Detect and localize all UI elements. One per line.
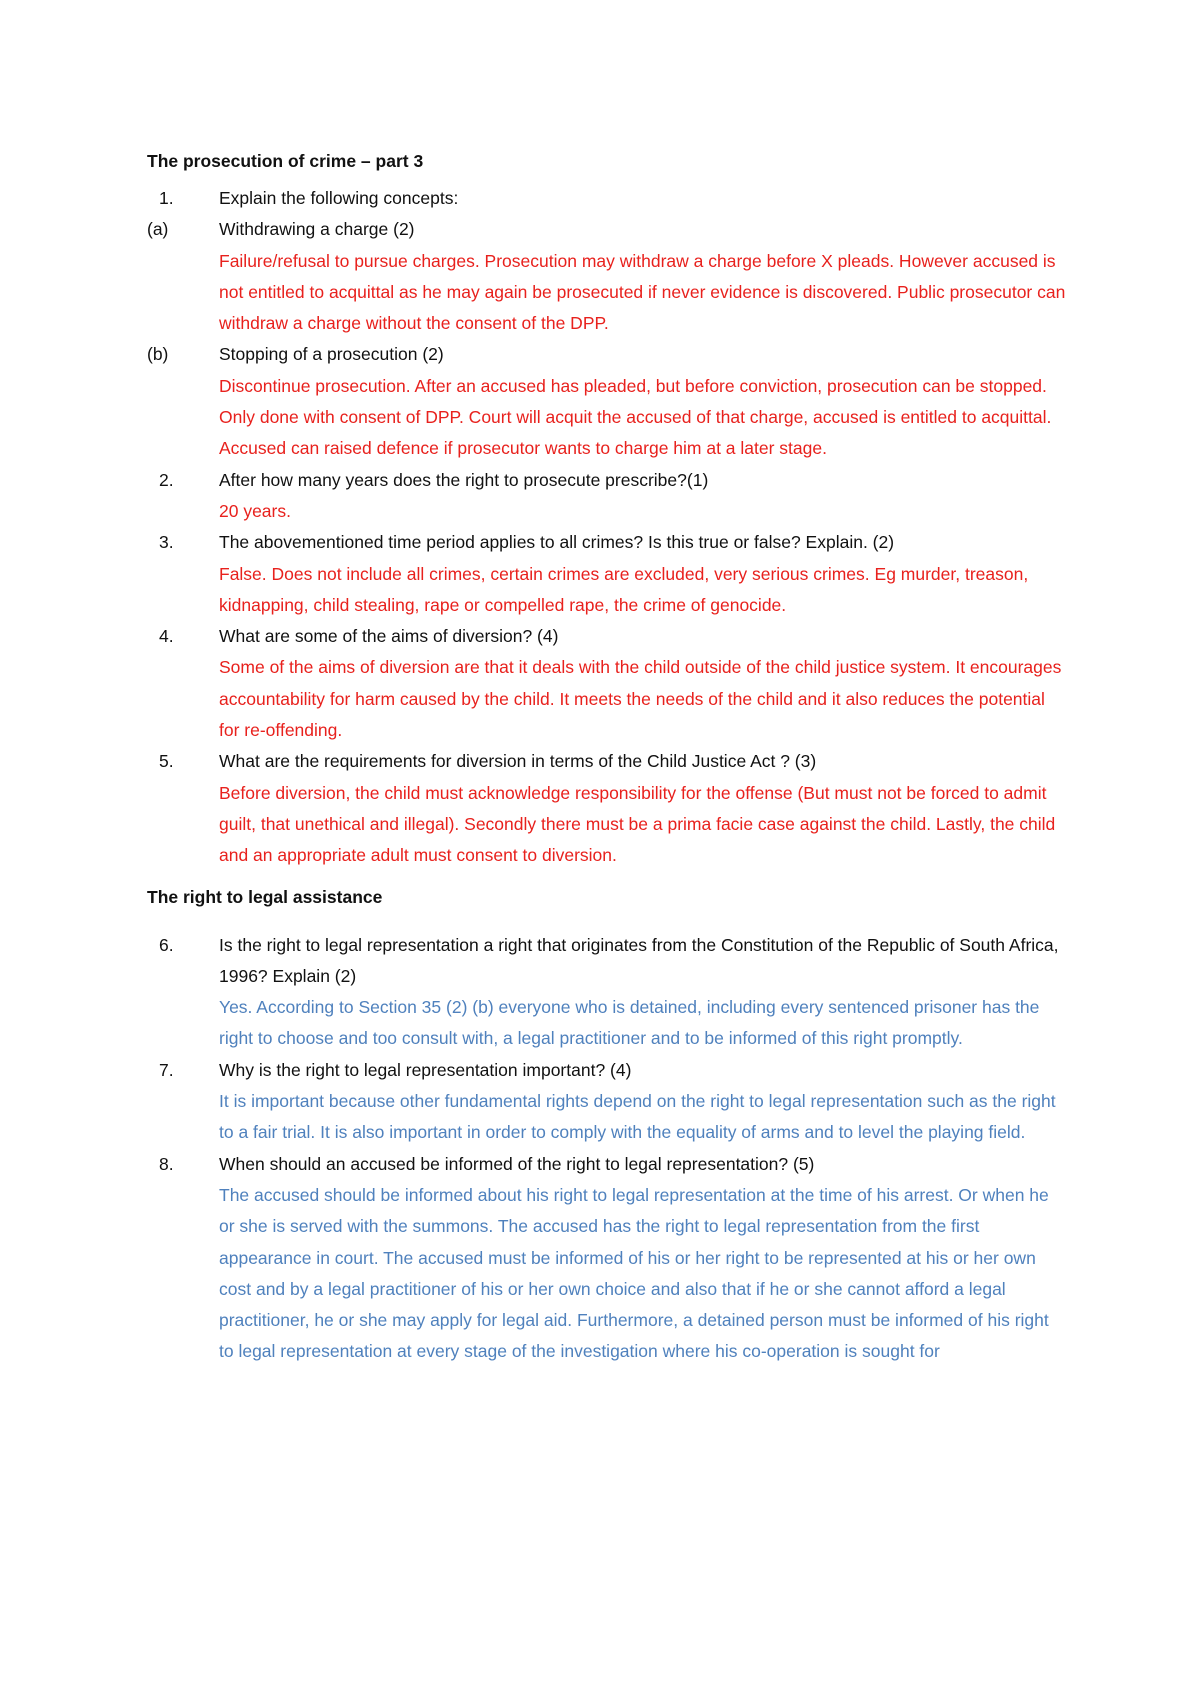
question-text: What are the requirements for diversion in terms of the Child Justice Act ? (3) bbox=[219, 751, 817, 772]
question-text: Stopping of a prosecution (2) bbox=[219, 344, 444, 365]
question-5 bbox=[147, 746, 1067, 871]
question-number: 7. bbox=[159, 1059, 174, 1080]
question-text: What are some of the aims of diversion? (4) bbox=[219, 626, 559, 647]
question-number: 2. bbox=[159, 469, 174, 490]
question-number: 6. bbox=[159, 934, 174, 955]
answer-text: False. Does not include all crimes, certain crimes are excluded, very serious crimes. Eg murder, treason, kidnapping, child stealing, rape or compelled rape, the crime of genocide. bbox=[219, 563, 1029, 615]
question-8 bbox=[147, 1149, 1067, 1368]
answer-text: The accused should be informed about his right to legal representation at the time of his arrest. Or when he or she is served with the summons. The accused has the right to legal representation from the first appearance in court. The accused must be informed of his or her right to be represented at his or her own cost and by a legal practitioner of his or her own choice and also that if he or she cannot afford a legal practitioner, he or she may apply for legal aid. Furthermore, a detained person must be informed of his right to legal representation at every stage of the investigation where his co-operation is sought for bbox=[219, 1184, 1049, 1362]
answer-text: 20 years. bbox=[219, 500, 291, 521]
question-number: 8. bbox=[159, 1153, 174, 1174]
question-3 bbox=[147, 527, 1067, 621]
question-1a bbox=[147, 214, 1067, 339]
answer-text: It is important because other fundamental rights depend on the right to legal representation such as the right to a fair trial. It is also important in order to comply with the equality of arms and to level the playing field. bbox=[219, 1091, 1056, 1143]
section-title-prosecution: The prosecution of crime – part 3 bbox=[147, 151, 424, 171]
question-number: 5. bbox=[159, 751, 174, 772]
question-2 bbox=[147, 465, 1067, 528]
question-1 bbox=[147, 183, 1067, 214]
question-6 bbox=[147, 930, 1067, 1055]
section-title-legal-assistance: The right to legal assistance bbox=[147, 886, 383, 907]
question-text: Why is the right to legal representation important? (4) bbox=[219, 1059, 632, 1080]
question-4 bbox=[147, 621, 1067, 746]
question-text: Is the right to legal representation a right that originates from the Constitution of the Republic of South Africa, 1996? Explain (2) bbox=[219, 934, 1059, 986]
answer-text: Some of the aims of diversion are that it deals with the child outside of the child justice system. It encourages accountability for harm caused by the child. It meets the needs of the child and it also reduces the potential for re-offending. bbox=[219, 657, 1062, 741]
question-text: Withdrawing a charge (2) bbox=[219, 219, 415, 240]
question-text: The abovementioned time period applies to all crimes? Is this true or false? Explain. (2) bbox=[219, 532, 895, 553]
question-7 bbox=[147, 1055, 1067, 1149]
answer-text: Failure/refusal to pursue charges. Prosecution may withdraw a charge before X pleads. However accused is not entitled to acquittal as he may again be prosecuted if never evidence is discovered. Public prosecutor can withdraw a charge without the consent of the DPP. bbox=[219, 250, 1066, 334]
document-body bbox=[147, 146, 1067, 1368]
answer-text: Before diversion, the child must acknowledge responsibility for the offense (But must not be forced to admit guilt, that unethical and illegal). Secondly there must be a prima facie case against the child. Lastly, the child and an appropriate adult must consent to diversion. bbox=[219, 782, 1056, 866]
question-1b bbox=[147, 339, 1067, 464]
question-number: 3. bbox=[159, 532, 174, 553]
question-number: 1. bbox=[159, 188, 174, 208]
answer-text: Discontinue prosecution. After an accused has pleaded, but before conviction, prosecution can be stopped. Only done with consent of DPP. Court will acquit the accused of that charge, accused is entitled to acquittal. Accused can raised defence if prosecutor wants to charge him at a later stage. bbox=[219, 375, 1052, 459]
sub-question-label: (b) bbox=[147, 344, 169, 365]
question-text: When should an accused be informed of the right to legal representation? (5) bbox=[219, 1153, 815, 1174]
answer-text: Yes. According to Section 35 (2) (b) everyone who is detained, including every sentenced prisoner has the right to choose and too consult with, a legal practitioner and to be informed of this right promptly. bbox=[219, 997, 1040, 1049]
question-number: 4. bbox=[159, 626, 174, 647]
question-text: After how many years does the right to prosecute prescribe?(1) bbox=[219, 469, 709, 490]
question-text: Explain the following concepts: bbox=[219, 188, 459, 208]
sub-question-label: (a) bbox=[147, 219, 169, 240]
